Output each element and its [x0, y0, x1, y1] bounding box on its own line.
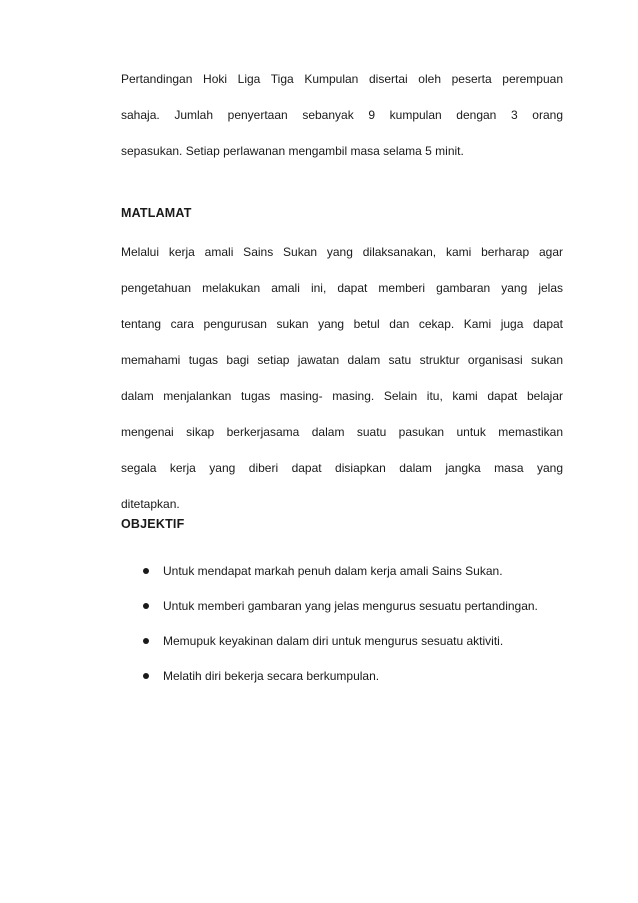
matlamat-paragraph — [121, 244, 563, 512]
bullet-icon — [143, 638, 149, 644]
intro-line: sepasukan. Setiap perlawanan mengambil masa selama 5 minit. — [121, 144, 464, 158]
matlamat-line: pengetahuan melakukan amali ini, dapat memberi gambaran yang jelas — [121, 281, 563, 295]
list-item — [121, 563, 581, 579]
matlamat-line: mengenai sikap berkerjasama dalam suatu pasukan untuk memastikan — [121, 425, 563, 439]
intro-line: Pertandingan Hoki Liga Tiga Kumpulan disertai oleh peserta perempuan — [121, 72, 563, 86]
list-item — [121, 668, 581, 684]
list-item-text: Untuk memberi gambaran yang jelas mengurus sesuatu pertandingan. — [163, 599, 538, 613]
list-item — [121, 598, 581, 614]
bullet-icon — [143, 603, 149, 609]
matlamat-line: ditetapkan. — [121, 497, 180, 511]
list-item-text: Untuk mendapat markah penuh dalam kerja amali Sains Sukan. — [163, 564, 503, 578]
list-item-text: Melatih diri bekerja secara berkumpulan. — [163, 669, 380, 683]
bullet-icon — [143, 673, 149, 679]
matlamat-line: Melalui kerja amali Sains Sukan yang dilaksanakan, kami berharap agar — [121, 245, 563, 259]
intro-paragraph — [121, 71, 563, 159]
list-item-text: Memupuk keyakinan dalam diri untuk mengurus sesuatu aktiviti. — [163, 634, 504, 648]
intro-line: sahaja. Jumlah penyertaan sebanyak 9 kumpulan dengan 3 orang — [121, 108, 563, 122]
matlamat-heading: MATLAMAT — [121, 206, 192, 220]
matlamat-line: tentang cara pengurusan sukan yang betul dan cekap. Kami juga dapat — [121, 317, 563, 331]
list-item — [121, 633, 581, 649]
bullet-icon — [143, 568, 149, 574]
objektif-list — [121, 563, 581, 703]
matlamat-line: segala kerja yang diberi dapat disiapkan dalam jangka masa yang — [121, 461, 563, 475]
matlamat-line: dalam menjalankan tugas masing- masing. Selain itu, kami dapat belajar — [121, 389, 563, 403]
matlamat-line: memahami tugas bagi setiap jawatan dalam satu struktur organisasi sukan — [121, 353, 563, 367]
objektif-heading: OBJEKTIF — [121, 517, 185, 531]
